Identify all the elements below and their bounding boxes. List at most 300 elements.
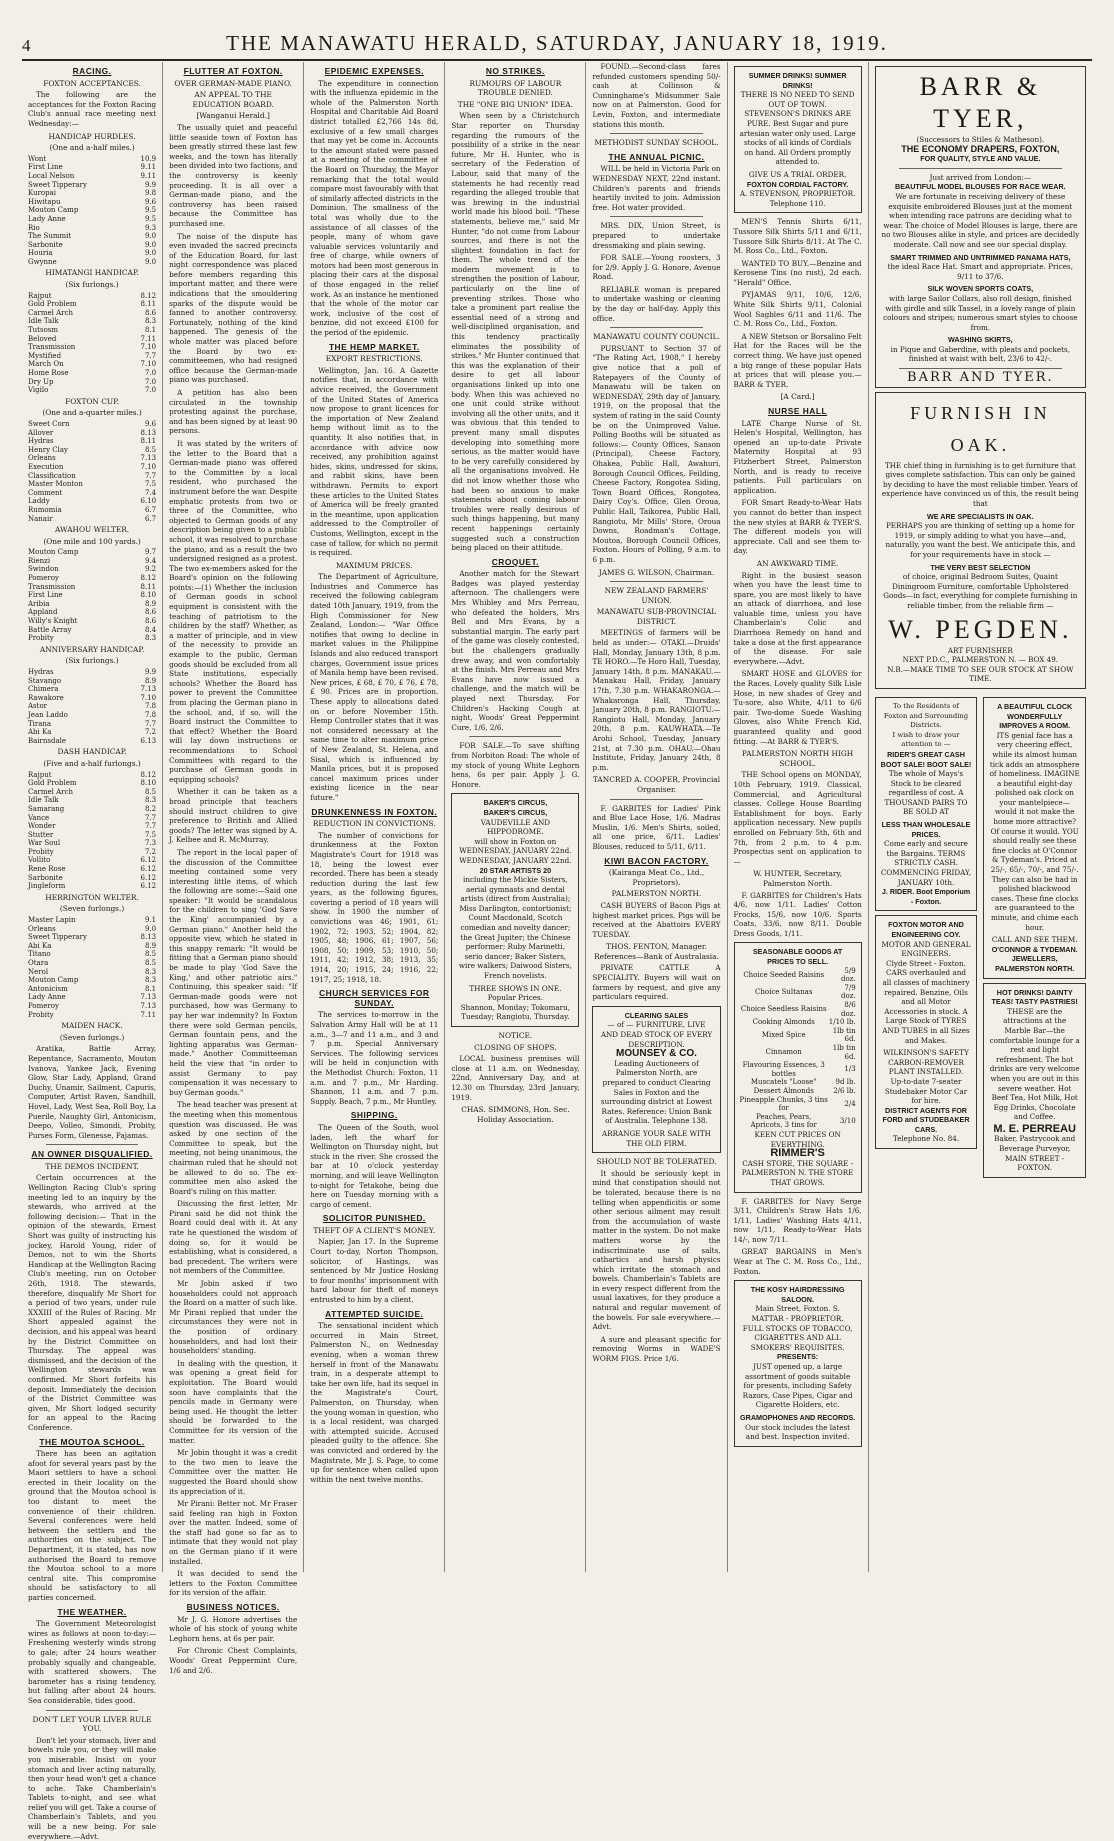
row-value: 7.3 xyxy=(144,839,157,848)
article-text: It was decided to send the letters to the Foxton Committee for its version of the affair. xyxy=(169,1569,298,1598)
kosy-advert xyxy=(734,1280,862,1447)
article-text: In dealing with the question, it was opening a great field for exploitation. The Board would soon have complaints that the pencils made in Germany were being used. He thought the letter should be forwarded to the Committee for its version of the matter. xyxy=(169,1358,298,1445)
ad-highlight: THE VERY BEST SELECTION xyxy=(930,562,1031,572)
row-label: Orleans xyxy=(28,924,56,933)
ad-subheading: VAUDEVILLE AND HIPPODROME. xyxy=(480,817,551,837)
row-value: 1/10 lb. xyxy=(828,1018,856,1027)
row-label: Pomeroy xyxy=(28,1001,59,1010)
row-label: Wont xyxy=(28,154,47,163)
classified-ad: PYJAMAS 9/11, 10/6, 12/6, White Silk Shirts 9/11, Colonial Wool Sagbles 6/11 and 11/6. The C. M. Ross Co., Ltd., Foxton. xyxy=(733,290,862,329)
rimmers-advert xyxy=(734,942,862,1192)
row-label: Transmission xyxy=(28,582,76,591)
row-label: Mouton Camp xyxy=(28,206,79,215)
section-heading: BUSINESS NOTICES. xyxy=(186,1602,280,1613)
section-heading: SHIPPING. xyxy=(350,1110,398,1121)
race-heading: DASH HANDICAP. xyxy=(57,747,127,757)
table-row xyxy=(28,814,156,823)
row-label: Dry Up xyxy=(28,377,54,386)
row-value: 7.5 xyxy=(144,480,157,489)
row-label: Stutter xyxy=(28,830,54,839)
ad-heading: FOXTON CORDIAL FACTORY. xyxy=(746,179,849,189)
row-label: Astor xyxy=(28,702,48,711)
ad-heading: SUMMER DRINKS! SUMMER DRINKS! xyxy=(748,71,847,90)
ad-heading: GRAMOPHONES AND RECORDS. xyxy=(740,1412,856,1422)
row-value: 7.7 xyxy=(144,719,157,728)
row-label: Bairnsdale xyxy=(28,736,67,745)
article-text: The Queen of the South, wool laden, left the wharf for Wellington on Thursday night, but stuck in the river. She crossed the bar at 10 o'clock yesterday morning, and will leave Wellington to-night for Tetakohe, being due here on Tuesday morning with a cargo of cement. xyxy=(310,1122,439,1209)
row-value: 8.11 xyxy=(140,437,157,446)
row-value: 10.9 xyxy=(140,154,157,163)
row-label: Lady Anne xyxy=(28,993,66,1002)
row-value: 7.13 xyxy=(140,993,157,1002)
row-label: War Soul xyxy=(28,839,61,848)
race-distance: (Six furlongs.) xyxy=(65,280,119,290)
row-label: Hydras xyxy=(28,668,54,676)
row-value: 8.6 xyxy=(144,608,157,617)
subheading: EXPORT RESTRICTIONS. xyxy=(325,354,423,364)
row-value: 7.10 xyxy=(140,693,157,702)
row-label: Mouton Camp xyxy=(28,976,79,985)
ad-text: THREE SHOWS IN ONE. xyxy=(469,983,562,993)
row-value: 8.9 xyxy=(144,599,157,608)
article-text: The services to-morrow in the Salvation Army Hall will be at 11 a.m., 3—7 and 11 a.m., and 3 and 7 p.m. Special Anniversary Services. The following services will be held in conjunction with the Methodist Church: Foxton, 11 a.m. and 7 p.m., Mr Harding. Shannon, 11 a.m. and 7 p.m. Supply. Beach, 7 p.m., Mr Huntley. xyxy=(310,1010,439,1106)
table-row xyxy=(28,848,156,857)
article-text: Mr J. G. Honore advertises the whole of his stock of young white Leghorn hens, at 6s per pair. xyxy=(169,1614,298,1643)
row-value: 8.2 xyxy=(144,804,157,813)
ad-signature: O'CONNOR & TYDEMAN. JEWELLERS, PALMERSTON NORTH. xyxy=(991,944,1078,973)
table-row xyxy=(28,420,156,429)
row-value: 8.5 xyxy=(144,950,157,959)
classified-ad: FOR SALE.—Young roosters, 3 for 2/9. Apply J. G. Honore, Avenue Road. xyxy=(592,253,721,282)
table-row xyxy=(28,694,156,703)
table-row xyxy=(28,343,156,352)
ad-heading: FOXTON MOTOR AND ENGINEERING COY. xyxy=(888,920,964,939)
table-row xyxy=(28,882,156,891)
row-value: 8.6 xyxy=(144,308,157,317)
table-row xyxy=(28,206,156,215)
table-row xyxy=(28,711,156,720)
ad-subheading: — of — FURNITURE, LIVE AND DEAD STOCK OF EVERY DESCRIPTION. xyxy=(600,1020,713,1049)
price-list xyxy=(740,967,856,1130)
row-label: Battle Array xyxy=(28,625,72,634)
row-value: 8.9 xyxy=(144,941,157,950)
ad-text: PRIVATE CATTLE A SPECIALITY. Buyers will wait on farmers by request, and give any particulars required. xyxy=(592,963,721,1002)
row-value: 2/6 lb. xyxy=(833,1086,856,1095)
row-label: Mixed Spice xyxy=(761,1031,806,1040)
notice-heading: PALMERSTON NORTH HIGH SCHOOL. xyxy=(741,749,854,768)
table-row xyxy=(28,600,156,609)
classified-ad: SMART HOSE and GLOVES for the Races. Lovely quality Silk Lisle Hose, in new shades of Grey and Tu-sore, also White, 4/11 to 6/6 pair. Two-dome Suede Washing Gloves, also White French Kid, guaranteed quality and good fitting. —At BARR & TYER'S. xyxy=(733,669,862,746)
ad-text: The whole of Mays's Stock to be cleared regardless of cost. A THOUSAND PAIRS TO BE SOLD AT xyxy=(884,769,968,817)
article-text: Mr Pirani: Better not. Mr Fraser said feeling ran high in Foxton over the matter. Indeed, some of the staff had gone so far as to intimate that they would not play on the German piano if it were installed. xyxy=(169,1499,298,1566)
race-distance: (One and a-half miles.) xyxy=(49,143,135,153)
ad-subheading: MOTOR AND GENERAL ENGINEERS. xyxy=(881,939,971,959)
notice-signature: TANCRED A. COOPER, Provincial Organiser. xyxy=(592,775,721,794)
race-heading: HERRINGTON WELTER. xyxy=(45,892,139,902)
notice-text: THE School opens on MONDAY, 10th February, 1919. Classical, Commercial, and Agricultural classes. College House Boarding Establishment for boys. Early application necessary. New pupils enrolled on February 5th, 6th and 7th, from 2 p.m. to 4 p.m. Prospectus sent on application to— xyxy=(733,770,862,866)
table-row xyxy=(28,617,156,626)
ad-title: BARR & TYER, xyxy=(919,72,1042,133)
row-value: 8.11 xyxy=(140,582,157,591)
row-value: 9.6 xyxy=(144,197,157,206)
ad-text: Clyde Street - Foxton. xyxy=(886,958,966,968)
row-label: Choice Seedless Raisins xyxy=(740,1005,827,1014)
table-row xyxy=(28,224,156,233)
ad-title: FURNISH IN OAK. xyxy=(910,402,1051,455)
row-label: Henry Clay xyxy=(28,445,69,454)
classified-ad: FOUND.—Second-class fares refunded customers spending 50/- cash at Collinson & Cunninghame's Midsummer Sale now on at Palmerston. Good for Levin, Foxton, and intermediate stations this month. xyxy=(592,62,721,129)
row-value: 9.9 xyxy=(144,180,157,189)
row-label: First Line xyxy=(28,591,63,600)
row-label: Gold Problem xyxy=(28,300,77,309)
row-label: Samarang xyxy=(28,804,65,813)
section-heading: FLUTTER AT FOXTON. xyxy=(183,66,283,76)
table-row xyxy=(28,335,156,344)
table-row xyxy=(28,796,156,805)
row-value: 1lb tin 6d. xyxy=(832,1044,856,1061)
column-ads xyxy=(728,62,869,1572)
race-distance: (Seven furlongs.) xyxy=(59,1032,125,1042)
ad-heading: METHODIST SUNDAY SCHOOL. xyxy=(594,138,719,148)
row-value: 2/4 xyxy=(844,1099,856,1108)
ad-text: THERE IS NO NEED TO SEND OUT OF TOWN. STEVENSON'S DRINKS ARE PURE. Best Sugar and pure artesian water only used. Large stocks of all kinds of Cordials on hand. All Orders promptly attended to. xyxy=(739,90,856,167)
table-row xyxy=(28,386,156,395)
ad-heading: BAKER'S CIRCUS, xyxy=(483,798,548,808)
table-row xyxy=(28,506,156,515)
row-value: 7.7 xyxy=(144,813,157,822)
pegden-advert xyxy=(875,392,1086,689)
row-value: 8.3 xyxy=(144,967,157,976)
ad-text: with large Sailor Collars, also roll design, finished with girdle and silk Tassel, in a lovely range of plain colours and stripes; numerous smart styles to choose from. xyxy=(883,293,1078,332)
row-value: 6.13 xyxy=(140,736,157,745)
table-row xyxy=(28,608,156,617)
classified-ad: F. GARBITES for Children's Hats 4/6, now 1/11. Ladies' Cotton Frocks, 15/6, now 10/6. Sports Coats, 33/6, now 8/11. Double Dress Goods, 1/11. xyxy=(733,890,862,938)
notice-signature: W. HUNTER, Secretary, Palmerston North. xyxy=(753,869,842,888)
ad-heading: HOT DRINKS! DAINTY TEAS! TASTY PASTRIES! xyxy=(991,987,1078,1007)
row-label: Tutsosm xyxy=(28,326,59,335)
race-heading: MAIDEN HACK. xyxy=(61,1021,123,1031)
article-text: The noise of the dispute has even invaded the sacred precincts of the Education Board, for last night correspondence was placed before members regarding this important matter, and there were indications that the smouldering sparks of the dispute would be fanned to another controversy. Fortunately, nothing of the kind happened. The genesis of the whole matter was placed before the Board by two ex-committeemen, who had resigned office because the German-made piano was purchased. xyxy=(169,231,298,385)
article-text: The usually quiet and peaceful little seaside town of Foxton has been greatly stirred these last few weeks, and the town has literally been divided into two factions, and the controversy is keenly proceeding. It is all over a German-made piano, and the controversy has been raised because the Committee has purchased one. xyxy=(169,122,298,228)
table-row xyxy=(28,258,156,267)
ad-text: CALL AND SEE THEM. xyxy=(991,935,1078,945)
row-value: 9.0 xyxy=(144,249,157,258)
row-label: Idle Talk xyxy=(28,317,59,326)
ad-text: the ideal Race Hat. Smart and appropriate. Prices, 9/11 to 37/6. xyxy=(887,262,1074,281)
ad-text: Our stock includes the latest and best. Inspection invited. xyxy=(745,1422,851,1442)
section-heading: THE HEMP MARKET. xyxy=(328,341,420,352)
row-label: Rio xyxy=(28,223,40,232)
article-text: The following are the acceptances for the Foxton Racing Club's annual race meeting next Wednesday:— xyxy=(28,90,157,128)
row-value: 7.8 xyxy=(144,710,157,719)
row-value: 6.10 xyxy=(140,497,157,506)
masthead xyxy=(22,16,1092,61)
row-label: Home Rose xyxy=(28,369,69,377)
runners-table xyxy=(28,292,156,395)
row-value: 9.6 xyxy=(144,419,157,428)
race-heading: AWAHOU WELTER. xyxy=(54,525,130,535)
row-value: 9.0 xyxy=(144,924,157,933)
row-label: Appland xyxy=(28,608,58,617)
rider-advert xyxy=(875,697,978,911)
row-label: Idle Talk xyxy=(28,796,59,805)
runners-table xyxy=(28,420,156,523)
row-label: Mystified xyxy=(28,351,62,360)
row-value: 6.7 xyxy=(144,514,157,523)
article-text: It was stated by the writers of the letter to the Board that a German-made piano was offered to the Committee by a local resident, who purchased the instrument before the war. Despite emphatic protests from two or three of the Committee, who objected to German goods of any description being given to a public school, it was resolved to purchase the piano, and as a result the two undersigned resigned as a protest. The two ex-members asked for the Board's opinion on the following points:—(1) Whether the inclusion of German goods in school equipment is consistent with the teaching of patriotism to the children by the staff? Whether, as a matter of principle, and in view of the necessity to provide an example to the public, German goods should be excluded from all State institutions, especially schools? Whether the Board has power to prevent the Committee from placing the German piano in the school, and, if so, will the Board instruct the Committee to that effect? Whether the Board will lay down instructions or recommendations to School Committees with regard to the purchase of German goods in equipping schools? xyxy=(169,438,298,784)
row-value: 8.3 xyxy=(144,317,157,326)
table-row xyxy=(28,292,156,301)
table-row xyxy=(28,574,156,583)
table-row xyxy=(28,360,156,369)
section-heading: EPIDEMIC EXPENSES. xyxy=(324,66,424,76)
table-row xyxy=(28,497,156,506)
runners-table xyxy=(28,771,156,891)
row-label: Beloved xyxy=(28,334,57,343)
subheading: AN APPEAL TO THE EDUCATION BOARD. xyxy=(192,90,274,109)
row-value: 6.12 xyxy=(140,873,157,882)
ad-text: A. STEVENSON, PROPRIETOR. Telephone 110. xyxy=(739,189,856,208)
section-heading: CHURCH SERVICES FOR SUNDAY. xyxy=(319,988,430,1008)
row-label: Jean Laddo xyxy=(28,710,68,719)
row-value: 9.0 xyxy=(144,257,157,266)
ad-text: JUST opened up, a large assortment of goods suitable for presents, including Safety Razors, Case Pipes, Cigar and Cigarette Holders, etc. xyxy=(742,1362,853,1410)
subheading: THE "ONE BIG UNION" IDEA. xyxy=(457,99,573,109)
runners-table xyxy=(28,548,156,643)
table-row xyxy=(28,942,156,951)
row-value: 7.8 xyxy=(144,702,157,711)
row-label: Swindon xyxy=(28,565,59,574)
row-value: 5/9 doz. xyxy=(841,966,856,984)
row-value: 8.5 xyxy=(144,959,157,967)
ad-text: NEXT P.D.C., PALMERSTON N. — BOX 49. xyxy=(902,655,1059,665)
row-value: 8.13 xyxy=(140,933,157,942)
row-value: 1/3 xyxy=(844,1065,856,1074)
row-value: 9.5 xyxy=(144,206,157,215)
row-value: 8.6 xyxy=(144,617,157,626)
classified-ad: MEN'S Tennis Shirts 6/11, Tussore Silk Shirts 5/11 and 6/11, Tussore Silk Shirts 8/11. At The C. M. Ross Co., Ltd., Foxton. xyxy=(733,217,862,256)
row-value: 9.1 xyxy=(144,916,157,925)
ad-text: Shannon, Monday; Tokomaru, Tuesday; Rangiotu, Thursday. xyxy=(460,1002,571,1022)
motor-advert xyxy=(875,915,978,1149)
table-row xyxy=(28,189,156,198)
ad-subheading: (Successors to Stiles & Matheson). xyxy=(916,135,1045,144)
ad-highlight: LESS THAN WHOLESALE PRICES. xyxy=(881,820,971,839)
ad-text: GIVE US A TRIAL ORDER. xyxy=(748,169,847,179)
row-label: March On xyxy=(28,360,64,369)
table-row xyxy=(28,925,156,934)
table-row xyxy=(740,967,856,984)
table-row xyxy=(28,1002,156,1011)
table-row xyxy=(28,856,156,865)
ad-heading: RIMMER'S xyxy=(770,1147,825,1160)
ad-heading: A BEAUTIFUL CLOCK WONDERFULLY IMPROVES A ROOM. xyxy=(997,701,1073,731)
subheading: REDUCTION IN CONVICTIONS. xyxy=(312,819,436,829)
row-label: Choice Sultanas xyxy=(755,988,813,997)
table-row xyxy=(28,959,156,968)
ad-text: including the Mickie Sisters, aerial gymnasts and dental artists (direct from Australia); Miss Darlington, contortionist; Count Macdonald, Scotch comedian and novelty dancer; the Great Jupiter; the Chinese performer; Ruby Marinetti, serio dancer; Baker Sisters, wire walkers; Daiwood Sisters, French novelists. xyxy=(458,875,572,981)
ad-text: CASH STORE, THE SQUARE - PALMERSTON N. THE STORE THAT GROWS. xyxy=(741,1158,854,1187)
section-heading: THE MOUTOA SCHOOL. xyxy=(39,1436,145,1447)
article-text: The sensational incident which occurred in Main Street, Palmerston N., on Wednesday evening, when a woman threw herself in front of the Manawatu train, in a desperate attempt to take her own life, had its sequel in the Magistrate's Court, Palmerston, on Thursday, when the young woman in question, who is a local resident, was charged with attempted suicide. Accused pleaded guilty to the offence. She was convicted and ordered by the Magistrate, Mr J. S. Page, to come up for sentence when called upon within the next twelve months. xyxy=(310,1321,439,1484)
notice-signature: CHAS. SIMMONS, Hon. Sec. Holiday Association. xyxy=(461,1105,570,1124)
row-value: 8.10 xyxy=(140,779,157,788)
row-label: Antonicism xyxy=(28,984,68,993)
perreau-advert xyxy=(983,983,1086,1178)
row-value: 8.13 xyxy=(140,428,157,437)
row-label: Sarbonite xyxy=(28,240,63,249)
table-row xyxy=(28,163,156,172)
row-value: 8.5 xyxy=(144,445,157,454)
row-value: 7.11 xyxy=(140,1010,157,1019)
row-label: Rienzi xyxy=(28,556,51,565)
ad-heading: RIDER'S GREAT CASH BOOT SALE! BOOT SALE! xyxy=(880,749,972,769)
ad-subheading: THE ECONOMY DRAPERS, FOXTON, xyxy=(901,143,1060,154)
row-label: Vigilo xyxy=(28,386,49,395)
row-value: 7.10 xyxy=(140,462,157,471)
row-label: Sweet Corn xyxy=(28,419,70,428)
ad-heading: THE ANNUAL PICNIC. xyxy=(608,151,705,162)
classified-ad: A sure and pleasant specific for removing Worms in WADE'S WORM FIGS. Price 1/6. xyxy=(592,1334,721,1364)
row-value: 3/10 xyxy=(839,1117,856,1126)
table-row xyxy=(28,437,156,446)
article-text: Mr Jobin asked if two householders could not approach the Board on a matter of such like. Mr Pirani replied that under the circumstances they were not in the position of ordinary householders, and had lost their householders' standing. xyxy=(169,1279,298,1356)
race-distance: (Five and a-half furlongs.) xyxy=(43,758,141,768)
table-row xyxy=(28,1011,156,1020)
notice-subheading: CLOSING OF SHOPS. xyxy=(474,1042,557,1052)
ad-text: THESE are the attractions at the Marble Bar—the comfortable lounge for a rest and light refreshment. The hot drinks are very welcome when you are out in this severe weather. Hot Beef Tea, Hot Milk, Hot Egg Drinks, Chocolate and Coffee. xyxy=(989,1006,1080,1122)
table-row xyxy=(740,1018,856,1027)
table-row xyxy=(28,463,156,472)
row-label: Flavouring Essences, 3 bottles xyxy=(742,1061,825,1078)
article-text: Napier, Jan 17. In the Supreme Court to-day, Norton Thompson, solicitor, of Hastings, was sentenced by Mr Justice Hosking to four months' imprisonment with hard labour for theft of moneys entrusted to him by a client. xyxy=(310,1237,439,1305)
row-label: First Line xyxy=(28,163,63,172)
ad-label: [A Card.] xyxy=(780,392,815,402)
race-heading: HANDICAP HURDLES. xyxy=(48,131,136,141)
row-label: Aribia xyxy=(28,599,50,608)
race-distance: (Seven furlongs.) xyxy=(59,904,125,914)
ad-tagline: FOR QUALITY, STYLE AND VALUE. xyxy=(920,154,1041,164)
race-distance: (One and a-quarter miles.) xyxy=(42,408,142,418)
ad-heading: MOUNSEY & CO. xyxy=(616,1048,697,1060)
table-row xyxy=(28,993,156,1002)
table-row xyxy=(28,805,156,814)
row-label: Rene Rose xyxy=(28,865,66,874)
notice-heading: NEW ZEALAND FARMERS' UNION. xyxy=(604,586,709,605)
row-label: Execution xyxy=(28,462,64,471)
row-label: Stavango xyxy=(28,676,62,685)
classified-ad: RELIABLE woman is prepared to undertake washing or cleaning by the day or half-day. Apply this office. xyxy=(592,284,721,323)
row-label: Nerol xyxy=(28,967,49,976)
column-notices xyxy=(586,62,727,1572)
subheading: AN AWKWARD TIME. xyxy=(756,558,839,568)
table-row xyxy=(28,454,156,463)
ad-text: Just arrived from London:— xyxy=(929,172,1032,182)
column-display-ads xyxy=(869,62,1092,1572)
row-value: 6.12 xyxy=(140,865,157,874)
article-text: Right in the busiest season when you have the least time to spare, you are most likely to have an attack of diarrhoea, and lose valuable time, unless you have Chamberlain's Colic and Diarrhoea Remedy on hand and take a dose at the first appearance of the disease. For sale everywhere.—Advt. xyxy=(733,570,862,666)
row-label: Probity xyxy=(28,847,54,856)
row-label: Abi Ka xyxy=(28,728,52,737)
row-value: 7.13 xyxy=(140,685,157,694)
table-row xyxy=(28,480,156,489)
ad-text: ARRANGE YOUR SALE WITH THE OLD FIRM. xyxy=(602,1128,711,1148)
row-value: 7.0 xyxy=(144,377,157,386)
ad-text: of choice, original Bedroom Suites, Quaint Diningroom Furniture, comfortable Upholstered Goods—in fact, everything for complete furnishing in reliable timber, from the reliable firm — xyxy=(883,572,1078,610)
row-value: 7.7 xyxy=(144,471,157,480)
article-text: The Government Meteorologist wires as follows at noon to-day:— Freshening westerly winds strong to gale; after 24 hours weather probably squally and changeable, with scattered showers. The barometer has a rising tendency, but falling after about 24 hours. Sea considerable, tides good. xyxy=(28,1619,157,1705)
row-value: 7.10 xyxy=(140,360,157,369)
row-value: 7.11 xyxy=(140,334,157,343)
classified-ad: FOR SALE.—To save shifting from Norbiton Road: The whole of my stock of young White Leghorn hens, 6s per pair. Apply J. G. Honore. xyxy=(451,741,580,789)
article-text: The number of convictions for drunkenness at the Foxton Magistrate's Court for 1918 was 18, being the lowest ever recorded. There has been a steady reduction during the last few years, as the following figures, covering a period of 18 years will show. In 1900 the number of convictions was 46; 1901, 61; 1902, 72; 1903, 52; 1904, 82; 1905, 48; 1906, 61; 1907, 56; 1908, 50; 1909, 53; 1910, 50; 1911, 42; 1912, 38; 1913, 35; 1914, 20; 1915, 24; 1916, 22; 1917, 25; 1918, 18. xyxy=(310,830,439,984)
row-label: Comment xyxy=(28,488,63,497)
row-label: Willy's Knight xyxy=(28,617,78,626)
row-value: 7.13 xyxy=(140,454,157,463)
article-text: Whether it can be taken as a broad principle that teachers should instruct children to give preference to British and Allied goods? The letter was signed by A. J. Kelbee and R. McMurray. xyxy=(169,787,298,845)
table-row xyxy=(28,300,156,309)
table-row xyxy=(28,831,156,840)
classified-ad: F. GARBITES for Ladies' Pink and Blue Lace Hose, 1/6. Madras Muslin, 1/6. Men's Shirts, soiled, all one price, 6/11. Ladies' Blouses, reduced to 5/11, 6/11. xyxy=(592,803,721,851)
row-value: 9.9 xyxy=(144,668,157,676)
table-row xyxy=(28,352,156,361)
row-value: 8.1 xyxy=(144,984,157,993)
row-label: Master Lapin xyxy=(28,916,76,925)
notice-heading: MANAWATU COUNTY COUNCIL. xyxy=(593,332,720,342)
ad-signature: J. RIDER. Boot Emporium - Foxton. xyxy=(881,887,971,906)
ad-heading: NURSE HALL xyxy=(768,406,828,416)
ad-text: Telephone No. 84. xyxy=(892,1134,960,1144)
table-row xyxy=(28,557,156,566)
row-label: Cinnamon xyxy=(765,1048,802,1057)
row-value: 8.12 xyxy=(140,770,157,779)
table-row xyxy=(28,933,156,942)
classified-ad: GREAT BARGAINS in Men's Wear at The C. M. Ross Co., Ltd., Foxton. xyxy=(733,1247,862,1276)
row-value: 9.8 xyxy=(144,189,157,198)
row-label: Kuropai xyxy=(28,189,57,198)
row-label: Master Monton xyxy=(28,480,83,489)
row-value: 7.2 xyxy=(144,847,157,856)
column-epidemic xyxy=(304,62,445,1572)
article-text: Certain occurrences at the Wellington Racing Club's spring meeting led to an inquiry by the stewards, who arrived at the following decision:— That in the opinion of the stewards, Ernest Short was guilty of instructing his jockey, Harold Young, rider of Demos, not to win the Shorts Handicap at the Wellington Racing Club's meeting, run on October 26th, 1918. The stewards, therefore, disqualify Mr Short for a period of two years, under rule XXXIII of the Rules of Racing. Mr Short appealed against the decision, and his appeal was heard by the District Committee on Thursday. The appeal was dismissed, and the decision of the Wellington stewards was confirmed. Mr Short forfeits his deposit. Immediately the decision of the District Committee was given, Mr Short lodged security for an appeal to the Racing Conference. xyxy=(28,1173,157,1432)
row-label: Jingleform xyxy=(28,882,66,891)
ad-heading: M. E. PERREAU xyxy=(993,1122,1076,1135)
row-value: 7.5 xyxy=(144,830,157,839)
table-row xyxy=(28,378,156,387)
table-row xyxy=(28,232,156,241)
race-heading: HIMATANGI HANDICAP. xyxy=(45,268,139,278)
table-row xyxy=(28,685,156,694)
table-row xyxy=(28,489,156,498)
ad-text: Up-to-date 7-seater Studebaker Motor Car for hire. xyxy=(884,1076,968,1106)
row-label: Vance xyxy=(28,813,50,822)
section-heading: AN OWNER DISQUALIFIED. xyxy=(31,1149,153,1160)
row-label: Dessert Almonds xyxy=(753,1086,814,1095)
table-row xyxy=(28,771,156,780)
ad-text: CARS overhauled and all classes of machinery repaired. Benzine, Oils and all Motor Accessories in stock. A Large Stock of TYRES AND TUBES in all Sizes and Makes. xyxy=(882,968,970,1045)
row-label: Nanair xyxy=(28,514,53,523)
section-heading: ATTEMPTED SUICIDE. xyxy=(325,1308,424,1319)
ad-heading: WASHING SKIRTS, xyxy=(947,335,1013,345)
table-row xyxy=(740,1044,856,1061)
ad-text: WILL be held in Victoria Park on WEDNESDAY NEXT, 22nd instant. Children's parents and friends heartily invited to join. Admission free. Hot water provided. xyxy=(592,164,721,212)
table-row xyxy=(28,626,156,635)
ad-text: N.B.—MAKE TIME TO SEE OUR STOCK AT SHOW TIME. xyxy=(887,664,1074,684)
subheading: THEFT OF A CLIENT'S MONEY. xyxy=(313,1225,436,1235)
table-row xyxy=(28,155,156,164)
row-value: 8.1 xyxy=(144,326,157,335)
ad-text: LATE Charge Nurse of St. Helen's Hospital, Wellington, has opened an up-to-date Private Maternity Hospital at 93 Fitzherbert Street, Palmerston North, and is ready to receive patients. Full particulars on application. xyxy=(733,418,862,495)
